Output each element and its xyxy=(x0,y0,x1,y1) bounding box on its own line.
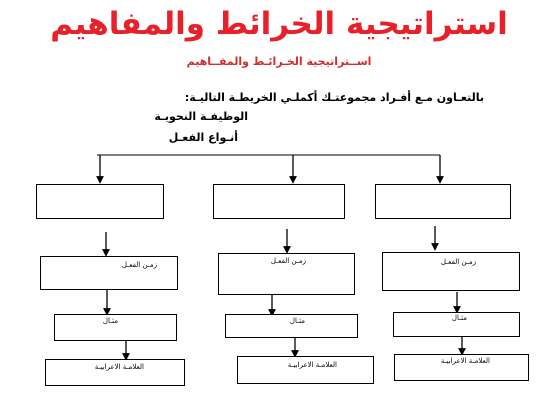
verb-type-box-1[interactable] xyxy=(36,184,164,219)
example-box-2[interactable] xyxy=(225,314,358,338)
page-title: استراتيجية الخرائط والمفاهيم xyxy=(50,6,508,42)
instruction-text: بالتعـاون مـع أفـراد مجموعتـك أكملـي الخريطـة التاليـة: xyxy=(184,91,484,104)
sign-box-2[interactable] xyxy=(237,356,374,384)
section-heading: الوظيفـة النحويـة xyxy=(154,110,248,123)
example-box-3[interactable] xyxy=(393,312,520,337)
page-subtitle: اســتراتيجية الخـرائـط والمفــاهيم xyxy=(186,55,372,68)
sign-label-2: العلامـة الاعرابيـة xyxy=(287,361,337,369)
example-box-1[interactable] xyxy=(54,314,177,341)
example-label-1: مثـال xyxy=(102,317,118,325)
example-label-2: مثـال xyxy=(289,317,305,325)
verb-type-box-2[interactable] xyxy=(213,184,345,219)
time-box-2[interactable] xyxy=(218,253,355,295)
time-label-1: زمـن الفعـل xyxy=(121,261,157,269)
verb-type-box-3[interactable] xyxy=(375,184,511,219)
sign-box-1[interactable] xyxy=(45,359,185,386)
time-label-2: زمـن الفعـل xyxy=(270,257,306,265)
sign-label-3: العلامـة الاعرابيـة xyxy=(440,357,490,365)
example-label-3: مثـال xyxy=(451,314,467,322)
time-box-3[interactable] xyxy=(382,252,520,291)
time-label-3: زمـن الفعـل xyxy=(440,258,476,266)
time-box-1[interactable] xyxy=(40,256,178,290)
root-concept: أنـواع الفعـل xyxy=(168,131,238,144)
sign-label-1: العلامـة الاعرابيـة xyxy=(94,363,144,371)
sign-box-3[interactable] xyxy=(394,354,529,381)
